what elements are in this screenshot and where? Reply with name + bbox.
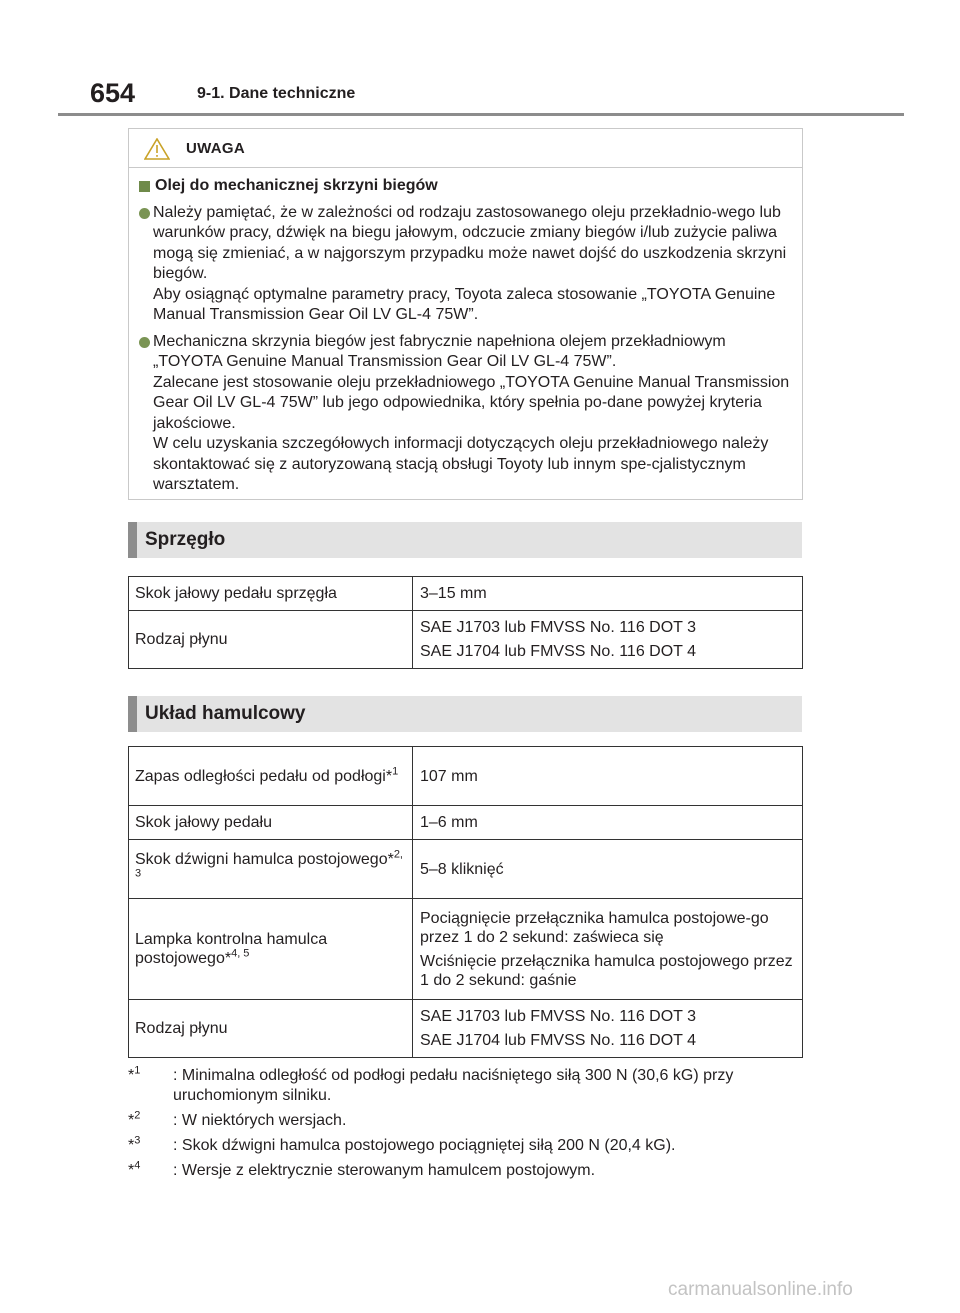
value-line: SAE J1703 lub FMVSS No. 116 DOT 3 xyxy=(420,1008,696,1025)
spec-value xyxy=(413,806,803,840)
paragraph: Należy pamiętać, że w zależności od rodzaju zastosowanego oleju przekładnio-wego lub warunków pracy, dźwięk na biegu jałowym, odczucie zmiany biegów i/lub zużycie paliwa mogą się zmieniać, a w najgorszym przypadku może nawet dojść do uszkodzenia skrzyni biegów. xyxy=(153,203,787,282)
warning-heading-text: Olej do mechanicznej skrzyni biegów xyxy=(155,177,438,194)
spec-value xyxy=(413,899,803,1000)
footnote xyxy=(128,1161,803,1181)
footnote-text: : Skok dźwigni hamulca postojowego pociągniętej siłą 200 N (20,4 kG). xyxy=(173,1137,676,1154)
warning-box xyxy=(128,128,803,500)
value-line: SAE J1703 lub FMVSS No. 116 DOT 3 xyxy=(420,619,696,636)
footnote-ref: 2, 3 xyxy=(135,848,403,880)
table-row xyxy=(129,577,803,611)
header-divider xyxy=(58,113,904,116)
table-row xyxy=(129,899,803,1000)
spec-key: Skok jałowy pedału sprzęgła xyxy=(129,577,413,611)
round-bullet-icon xyxy=(139,337,150,348)
round-bullet-icon xyxy=(139,208,150,219)
key-text: Lampka kontrolna hamulca postojowego* xyxy=(135,931,328,967)
footnote xyxy=(128,1111,803,1131)
square-bullet-icon xyxy=(139,181,150,192)
value-line: Wciśnięcie przełącznika hamulca postojowego przez 1 do 2 sekund: gaśnie xyxy=(420,952,793,989)
warning-subheading xyxy=(139,176,794,197)
table-row xyxy=(129,747,803,806)
spec-key xyxy=(129,840,413,899)
page-number: 654 xyxy=(90,78,136,108)
spec-value xyxy=(413,747,803,806)
footnote-ref: 1 xyxy=(392,765,399,778)
footnote-text: : Wersje z elektrycznie sterowanym hamulcem postojowym. xyxy=(173,1162,596,1179)
band-accent xyxy=(128,522,137,558)
footnote-number: 1 xyxy=(134,1064,141,1077)
footnote xyxy=(128,1066,803,1106)
section-title: 9-1. Dane techniczne xyxy=(197,85,356,102)
footnote-text: : Minimalna odległość od podłogi pedału naciśniętego siłą 300 N (30,6 kG) przy uruchomionym silniku. xyxy=(173,1067,734,1104)
footnote-marker xyxy=(128,1111,140,1131)
spec-key: Rodzaj płynu xyxy=(129,1000,413,1058)
footnote-text: : W niektórych wersjach. xyxy=(173,1112,347,1129)
footnote xyxy=(128,1136,803,1156)
footnote-number: 3 xyxy=(134,1134,141,1147)
warning-label: UWAGA xyxy=(186,140,245,157)
footnote-asterisk: * xyxy=(128,1067,135,1084)
band-accent xyxy=(128,696,137,732)
footnote-asterisk: * xyxy=(128,1162,135,1179)
spec-key xyxy=(129,899,413,1000)
spec-value xyxy=(413,840,803,899)
paragraph: Mechaniczna skrzynia biegów jest fabrycznie napełniona olejem przekładniowym „TOYOTA Genuine Manual Transmission Gear Oil LV GL-4 75W”. xyxy=(153,332,726,370)
footnote-number: 2 xyxy=(134,1109,141,1122)
key-text: Skok dźwigni hamulca postojowego* xyxy=(135,851,394,868)
spec-value xyxy=(413,577,803,611)
spec-key xyxy=(129,747,413,806)
value-line: 107 mm xyxy=(420,767,478,785)
table-row xyxy=(129,806,803,840)
footnote-asterisk: * xyxy=(128,1137,135,1154)
footnote-marker xyxy=(128,1066,140,1086)
warning-triangle-icon xyxy=(144,138,170,160)
section-heading: Sprzęgło xyxy=(145,529,226,550)
table-row xyxy=(129,840,803,899)
footnote-ref: 4, 5 xyxy=(231,947,250,960)
footnote-marker xyxy=(128,1161,140,1181)
table-row xyxy=(129,1000,803,1058)
value-line: 3–15 mm xyxy=(420,585,487,602)
watermark-text[interactable]: carmanualsonline.info xyxy=(668,1279,853,1300)
value-line: 1–6 mm xyxy=(420,814,478,831)
value-line: SAE J1704 lub FMVSS No. 116 DOT 4 xyxy=(420,643,696,660)
footnote-marker xyxy=(128,1136,140,1156)
warning-body xyxy=(129,168,802,496)
spec-key: Rodzaj płynu xyxy=(129,611,413,669)
paragraph: W celu uzyskania szczegółowych informacji dotyczących oleju przekładniowego należy skontaktować się z autoryzowaną stacją obsługi Toyoty lub innym spe-cjalistycznym warsztatem. xyxy=(153,435,769,493)
value-line: SAE J1704 lub FMVSS No. 116 DOT 4 xyxy=(420,1032,696,1049)
spec-key: Skok jałowy pedału xyxy=(129,806,413,840)
section-heading: Układ hamulcowy xyxy=(145,703,306,724)
warning-bullet xyxy=(139,332,794,496)
spec-value xyxy=(413,611,803,669)
value-line: 5–8 kliknięć xyxy=(420,860,504,878)
paragraph: Aby osiągnąć optymalne parametry pracy, Toyota zaleca stosowanie „TOYOTA Genuine Manual Transmission Gear Oil LV GL-4 75W”. xyxy=(153,285,776,323)
brakes-spec-table xyxy=(128,746,803,1058)
footnote-number: 4 xyxy=(134,1159,141,1172)
paragraph: Zalecane jest stosowanie oleju przekładniowego „TOYOTA Genuine Manual Transmission Gear Oil LV GL-4 75W” lub jego odpowiednika, który spełnia po-dane powyżej kryteria jakościowe. xyxy=(153,373,790,432)
clutch-spec-table xyxy=(128,576,803,669)
section-band-brakes xyxy=(128,696,802,732)
spec-value xyxy=(413,1000,803,1058)
section-band-clutch xyxy=(128,522,802,558)
value-line: Pociągnięcie przełącznika hamulca postojowe-go przez 1 do 2 sekund: zaświeca się xyxy=(420,909,769,946)
table-row xyxy=(129,611,803,669)
key-text: Zapas odległości pedału od podłogi* xyxy=(135,767,393,785)
warning-bullet xyxy=(139,203,794,326)
footnotes xyxy=(128,1066,803,1186)
footnote-asterisk: * xyxy=(128,1112,135,1129)
warning-header xyxy=(129,129,802,168)
